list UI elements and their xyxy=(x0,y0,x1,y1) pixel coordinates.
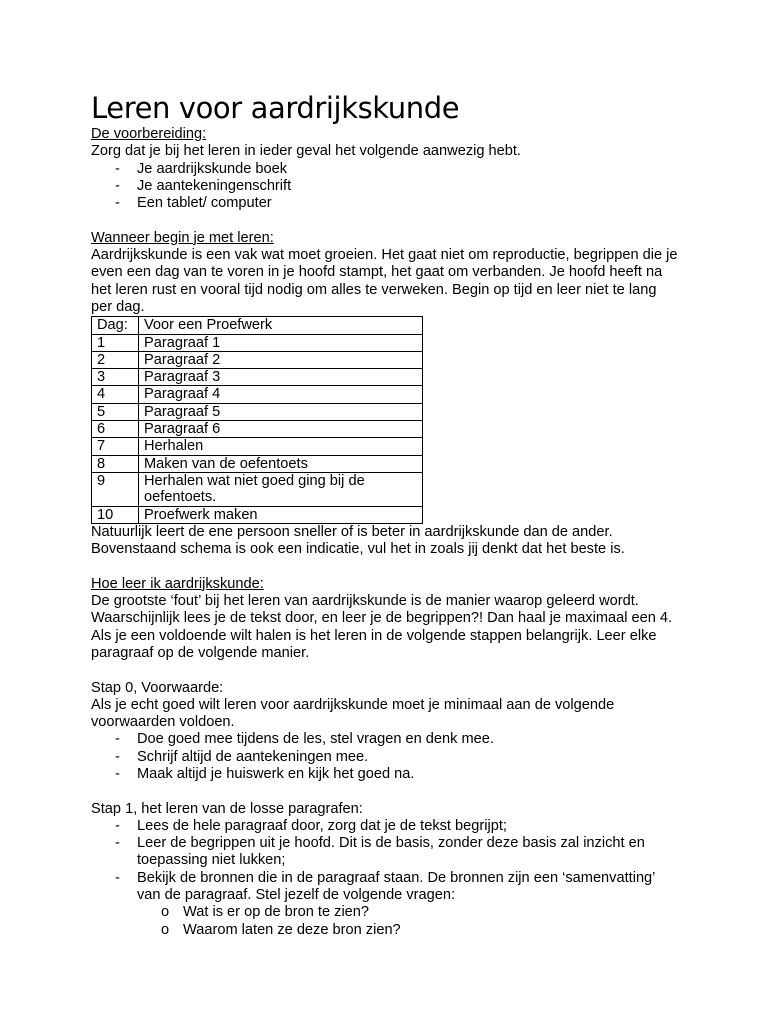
dash-marker: - xyxy=(115,160,120,177)
sublist-item xyxy=(137,904,681,921)
table-row xyxy=(92,506,423,523)
day-cell: 3 xyxy=(92,369,139,386)
sublist-item-text: Wat is er op de bron te zien? xyxy=(183,904,370,921)
day-cell: 10 xyxy=(92,506,139,523)
table-row xyxy=(92,403,423,420)
dash-marker: - xyxy=(115,835,120,852)
list-item xyxy=(91,818,681,835)
dash-marker: - xyxy=(115,195,120,212)
list-item-text: Je aantekeningenschrift xyxy=(137,177,292,194)
dash-marker: - xyxy=(115,765,120,782)
day-cell: 7 xyxy=(92,438,139,455)
table-row xyxy=(92,351,423,368)
list-item-text: Schrijf altijd de aantekeningen mee. xyxy=(137,748,369,765)
step0-list xyxy=(91,731,681,783)
table-row xyxy=(92,334,423,351)
step0-heading: Stap 0, Voorwaarde: xyxy=(91,679,224,696)
task-cell: Paragraaf 4 xyxy=(139,386,423,403)
dash-marker: - xyxy=(115,748,120,765)
list-item xyxy=(91,161,681,178)
list-item xyxy=(91,178,681,195)
dash-marker: - xyxy=(115,869,120,886)
list-item-text: Een tablet/ computer xyxy=(137,195,272,212)
day-cell: 1 xyxy=(92,334,139,351)
preparation-intro: Zorg dat je bij het leren in ieder geval het volgende aanwezig hebt. xyxy=(91,143,521,160)
dash-marker: - xyxy=(115,731,120,748)
when-paragraph: Aardrijkskunde is een vak wat moet groeien. Het gaat niet om reproductie, begrippen die je even een dag van te voren in je hoofd stampt, het gaat om verbanden. Je hoofd heeft na het leren rust en vooral tijd nodig om alles te verweken. Begin op tijd en leer niet te lang per dag. xyxy=(91,247,678,315)
task-cell: Proefwerk maken xyxy=(139,506,423,523)
table-row xyxy=(92,472,423,506)
day-cell: 6 xyxy=(92,421,139,438)
step1-list xyxy=(91,818,681,939)
day-cell: 9 xyxy=(92,472,139,506)
list-item-text: Je aardrijkskunde boek xyxy=(137,160,288,177)
spacer xyxy=(91,212,681,229)
step1-heading: Stap 1, het leren van de losse paragrafen: xyxy=(91,800,363,817)
list-item xyxy=(91,835,681,870)
list-item-text: Maak altijd je huiswerk en kijk het goed na. xyxy=(137,765,415,782)
how-paragraph: De grootste ‘fout’ bij het leren van aardrijkskunde is de manier waarop geleerd wordt. Waarschijnlijk lees je de tekst door, en leer je de begrippen?! Dan haal je maximaal een 4. Als je een voldoende wilt halen is het leren in de volgende stappen belangrijk. Leer elke paragraaf op de volgende manier. xyxy=(91,593,673,661)
table-row xyxy=(92,455,423,472)
table-header-row xyxy=(92,317,423,334)
section-heading-when: Wanneer begin je met leren: xyxy=(91,229,274,246)
task-cell: Herhalen wat niet goed ging bij de oefentoets. xyxy=(139,472,423,506)
list-item-text: Doe goed mee tijdens de les, stel vragen en denk mee. xyxy=(137,731,494,748)
section-heading-preparation: De voorbereiding: xyxy=(91,126,207,142)
day-cell: 8 xyxy=(92,455,139,472)
table-row xyxy=(92,438,423,455)
step1-sublist xyxy=(137,904,681,939)
table-row xyxy=(92,369,423,386)
spacer xyxy=(91,783,681,800)
document-title: Leren voor aardrijkskunde xyxy=(91,91,460,125)
list-item xyxy=(91,749,681,766)
circle-bullet-icon: o xyxy=(161,921,170,938)
sublist-item-text: Waarom laten ze deze bron zien? xyxy=(183,921,401,938)
preparation-list xyxy=(91,161,681,213)
list-item xyxy=(91,870,681,939)
task-cell: Paragraaf 5 xyxy=(139,403,423,420)
task-cell: Paragraaf 6 xyxy=(139,421,423,438)
sublist-item xyxy=(137,922,681,939)
schedule-table xyxy=(91,316,423,524)
day-cell: 2 xyxy=(92,351,139,368)
circle-bullet-icon: o xyxy=(161,904,170,921)
day-cell: 4 xyxy=(92,386,139,403)
document-page xyxy=(91,90,681,939)
list-item-text: Leer de begrippen uit je hoofd. Dit is de basis, zonder deze basis zal inzicht en toepassing niet lukken; xyxy=(137,835,645,869)
list-item xyxy=(91,731,681,748)
task-cell: Maken van de oefentoets xyxy=(139,455,423,472)
list-item xyxy=(91,766,681,783)
dash-marker: - xyxy=(115,177,120,194)
task-cell: Herhalen xyxy=(139,438,423,455)
task-cell: Paragraaf 3 xyxy=(139,369,423,386)
task-cell: Paragraaf 2 xyxy=(139,351,423,368)
dash-marker: - xyxy=(115,817,120,834)
after-table-paragraph: Natuurlijk leert de ene persoon sneller of is beter in aardrijkskunde dan de ander. Bovenstaand schema is ook een indicatie, vul het in zoals jij denkt dat het beste is. xyxy=(91,523,625,558)
day-cell: 5 xyxy=(92,403,139,420)
list-item-text: Lees de hele paragraaf door, zorg dat je de tekst begrijpt; xyxy=(137,817,507,834)
spacer xyxy=(91,662,681,679)
step0-paragraph: Als je echt goed wilt leren voor aardrijkskunde moet je minimaal aan de volgende voorwaarden voldoen. xyxy=(91,696,615,731)
task-cell: Paragraaf 1 xyxy=(139,334,423,351)
list-item xyxy=(91,195,681,212)
table-row xyxy=(92,421,423,438)
table-header-cell: Dag: xyxy=(92,317,139,334)
spacer xyxy=(91,558,681,575)
table-row xyxy=(92,386,423,403)
list-item-text: Bekijk de bronnen die in de paragraaf staan. De bronnen zijn een ‘samenvatting’ van de paragraaf. Stel jezelf de volgende vragen: xyxy=(137,869,655,904)
table-header-cell: Voor een Proefwerk xyxy=(139,317,423,334)
section-heading-how: Hoe leer ik aardrijkskunde: xyxy=(91,575,264,592)
